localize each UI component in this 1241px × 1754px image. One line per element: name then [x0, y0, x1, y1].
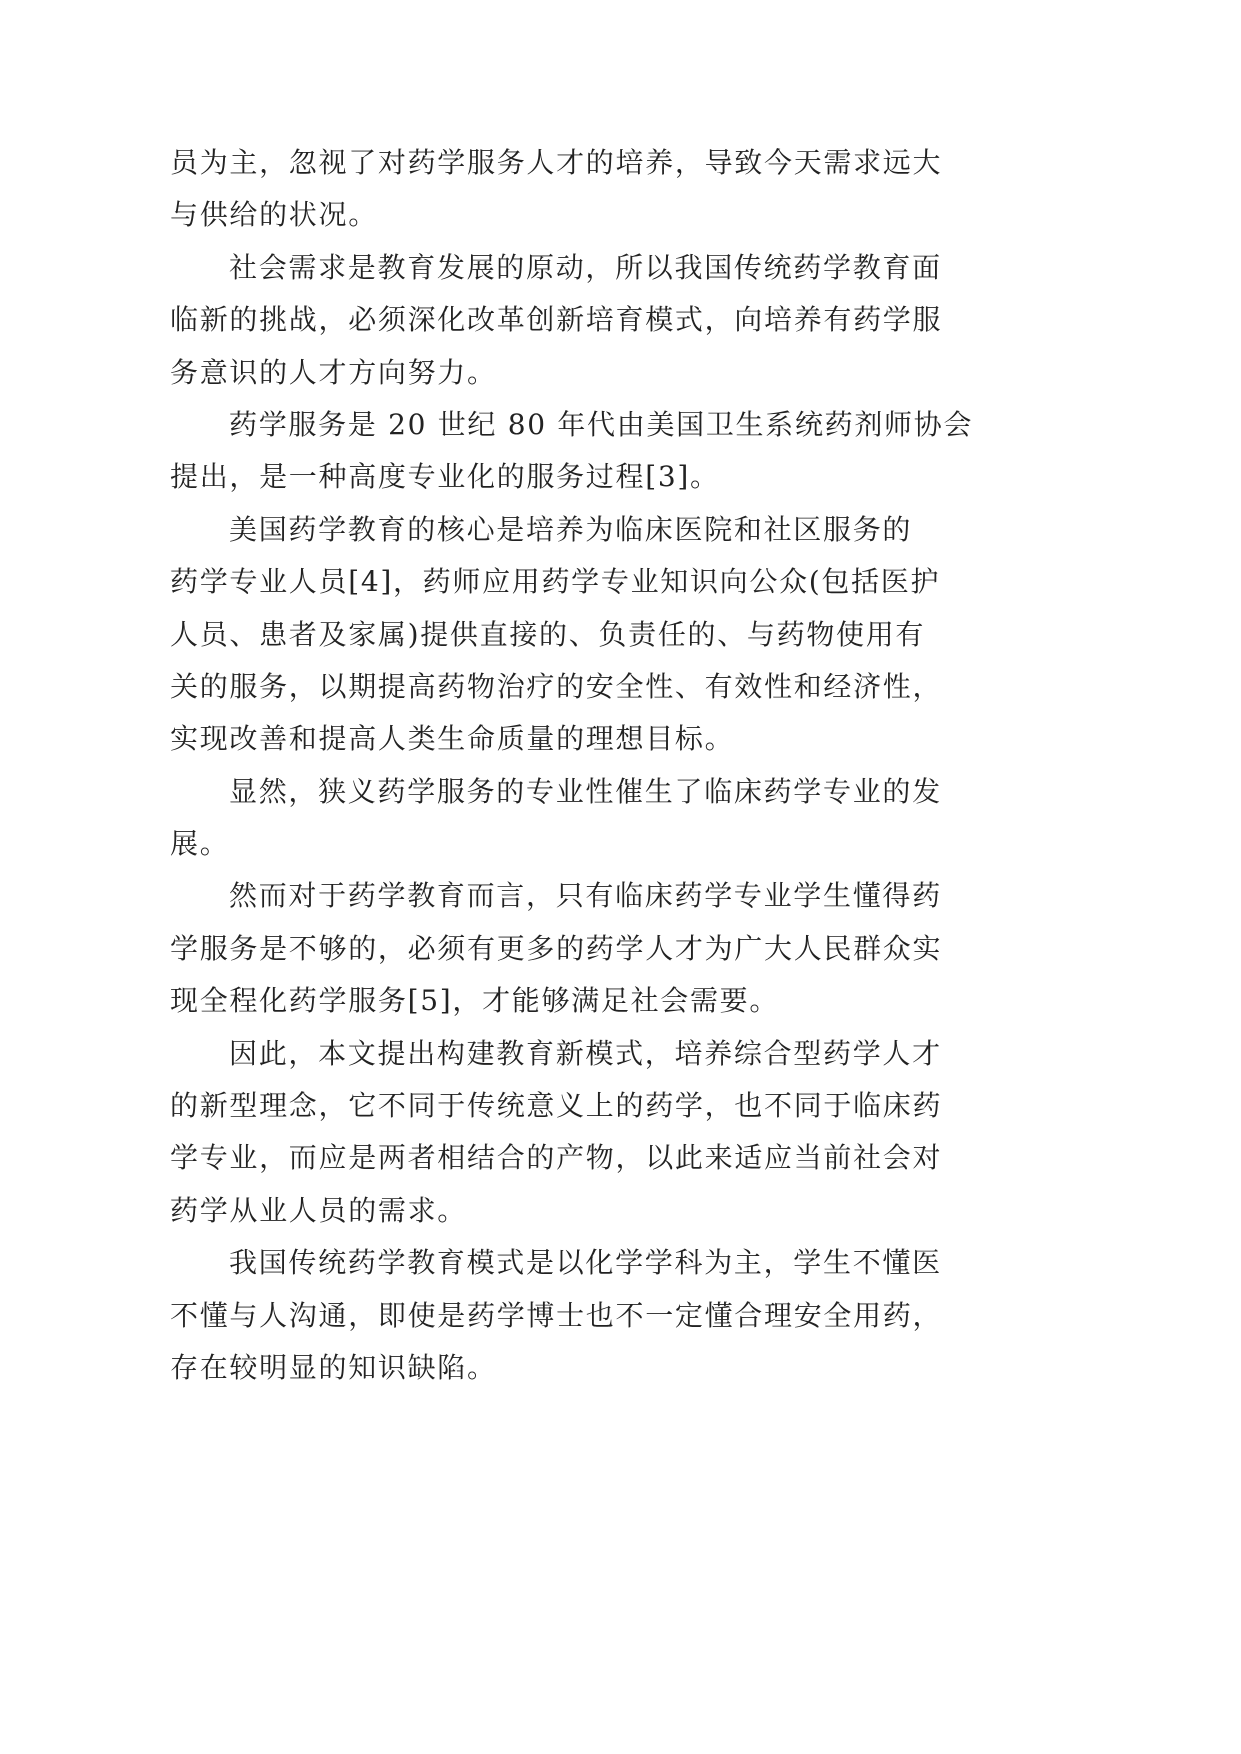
text-line: 我国传统药学教育模式是以化学学科为主，学生不懂医	[229, 1246, 942, 1280]
paragraph	[170, 1028, 990, 1238]
text-line: 因此，本文提出构建教育新模式，培养综合型药学人才	[229, 1036, 942, 1070]
text-line: 提出，是一种高度专业化的服务过程[3]。	[170, 460, 720, 494]
text-line: 药学从业人员的需求。	[170, 1193, 468, 1227]
text-line: 临新的挑战，必须深化改革创新培育模式，向培养有药学服	[170, 303, 943, 337]
text-line: 美国药学教育的核心是培养为临床医院和社区服务的	[229, 512, 913, 546]
text-line: 然而对于药学教育而言，只有临床药学专业学生懂得药	[229, 879, 942, 913]
text-line: 务意识的人才方向努力。	[170, 355, 497, 389]
text-line: 不懂与人沟通，即使是药学博士也不一定懂合理安全用药，	[170, 1298, 943, 1332]
paragraph	[170, 504, 990, 766]
text-line: 药学服务是 20 世纪 80 年代由美国卫生系统药剂师协会	[229, 407, 974, 441]
text-line: 显然，狭义药学服务的专业性催生了临床药学专业的发	[229, 774, 942, 808]
text-line: 现全程化药学服务[5]，才能够满足社会需要。	[170, 984, 780, 1018]
paragraph	[170, 242, 990, 399]
text-line: 药学专业人员[4]，药师应用药学专业知识向公众(包括医护	[170, 565, 941, 599]
paragraph	[170, 766, 990, 871]
text-line: 人员、患者及家属)提供直接的、负责任的、与药物使用有	[170, 617, 926, 651]
text-line: 学专业，而应是两者相结合的产物，以此来适应当前社会对	[170, 1141, 943, 1175]
text-line: 学服务是不够的，必须有更多的药学人才为广大人民群众实	[170, 931, 943, 965]
paragraph	[170, 399, 990, 504]
text-line: 关的服务，以期提高药物治疗的安全性、有效性和经济性，	[170, 669, 943, 703]
paragraph	[170, 1237, 990, 1394]
text-line: 展。	[170, 827, 230, 861]
text-line: 员为主，忽视了对药学服务人才的培养，导致今天需求远大	[170, 146, 943, 179]
text-line: 存在较明显的知识缺陷。	[170, 1350, 497, 1384]
document-body	[170, 137, 990, 1394]
text-line: 的新型理念，它不同于传统意义上的药学，也不同于临床药	[170, 1089, 943, 1123]
paragraph	[170, 870, 990, 1027]
paragraph	[170, 137, 990, 242]
text-line: 与供给的状况。	[170, 198, 378, 232]
text-line: 社会需求是教育发展的原动，所以我国传统药学教育面	[229, 250, 942, 284]
text-line: 实现改善和提高人类生命质量的理想目标。	[170, 722, 735, 756]
